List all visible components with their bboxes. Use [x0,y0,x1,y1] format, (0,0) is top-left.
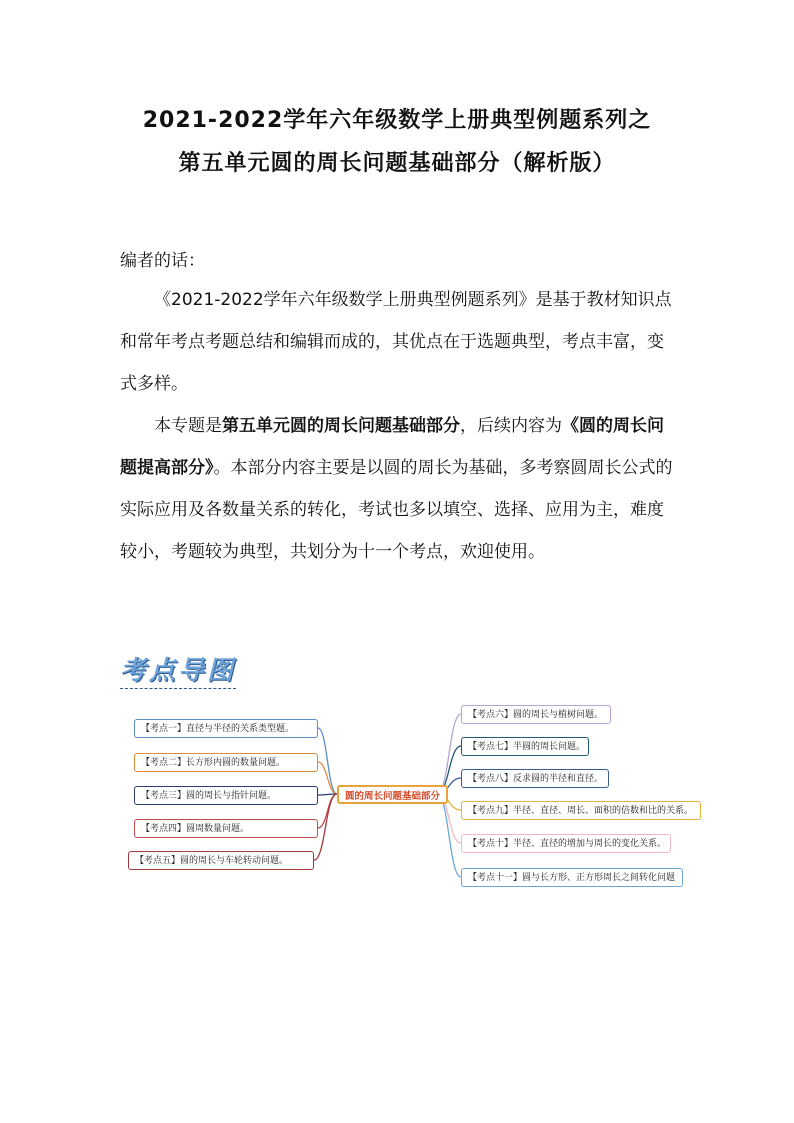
mindmap-node-right-3: 【考点八】反求圆的半径和直径。 [461,769,609,788]
mindmap-node-left-3: 【考点三】圆的周长与指针问题。 [134,786,318,805]
mindmap-connector-left-4 [318,794,337,828]
mindmap-node-left-1: 【考点一】直径与半径的关系类型题。 [134,719,318,738]
para2-text-c: ，后续内容为 [460,416,562,436]
mindmap-node-right-6: 【考点十一】圆与长方形、正方形周长之间转化问题 [461,868,683,887]
mindmap-node-left-2: 【考点二】长方形内圆的数量问题。 [134,753,318,772]
mindmap-heading: 考点导图 [120,650,236,689]
mindmap-node-right-1: 【考点六】圆的周长与植树问题。 [461,705,611,724]
document-title-line2: 第五单元圆的周长问题基础部分（解析版） [178,151,616,176]
para2-bold-unit: 第五单元圆的周长问题基础部分 [222,416,460,436]
intro-label: 编者的话： [120,251,205,271]
para2-text-a: 本专题是 [154,416,222,436]
mindmap-node-left-5: 【考点五】圆的周长与车轮转动问题。 [128,851,314,870]
para2-text-e: 。本部分内容主要是以圆的周长为基础，多考察圆周长公式的实际应用及各数量关系的转化，考试也多以填空、选择、应用为主，难度较小，考题较为典型，共划分为十一个考点，欢迎使用。 [120,458,673,562]
mindmap-node-left-4: 【考点四】圆周数量问题。 [134,819,318,838]
mindmap-connector-left-2 [318,762,337,794]
intro-paragraph-1: 《2021-2022学年六年级数学上册典型例题系列》是基于教材知识点和常年考点考题总结和编辑而成的，其优点在于选题典型，考点丰富，变式多样。 [120,290,672,394]
document-title-line1: 2021-2022学年六年级数学上册典型例题系列之 [142,108,652,133]
para2-bold-next: 《圆的周长问题提高部分》 [120,416,664,478]
mindmap-node-right-4: 【考点九】半径、直径、周长、面积的倍数和比的关系。 [461,801,701,820]
mindmap-node-right-5: 【考点十】半径、直径的增加与周长的变化关系。 [461,834,671,853]
mindmap-connector-right-1 [437,714,461,794]
mindmap-node-right-2: 【考点七】半圆的周长问题。 [461,737,589,756]
mindmap-connector-right-6 [437,794,461,877]
mindmap-center-node: 圆的周长问题基础部分 [337,785,448,804]
mindmap-connector-left-1 [318,728,337,794]
